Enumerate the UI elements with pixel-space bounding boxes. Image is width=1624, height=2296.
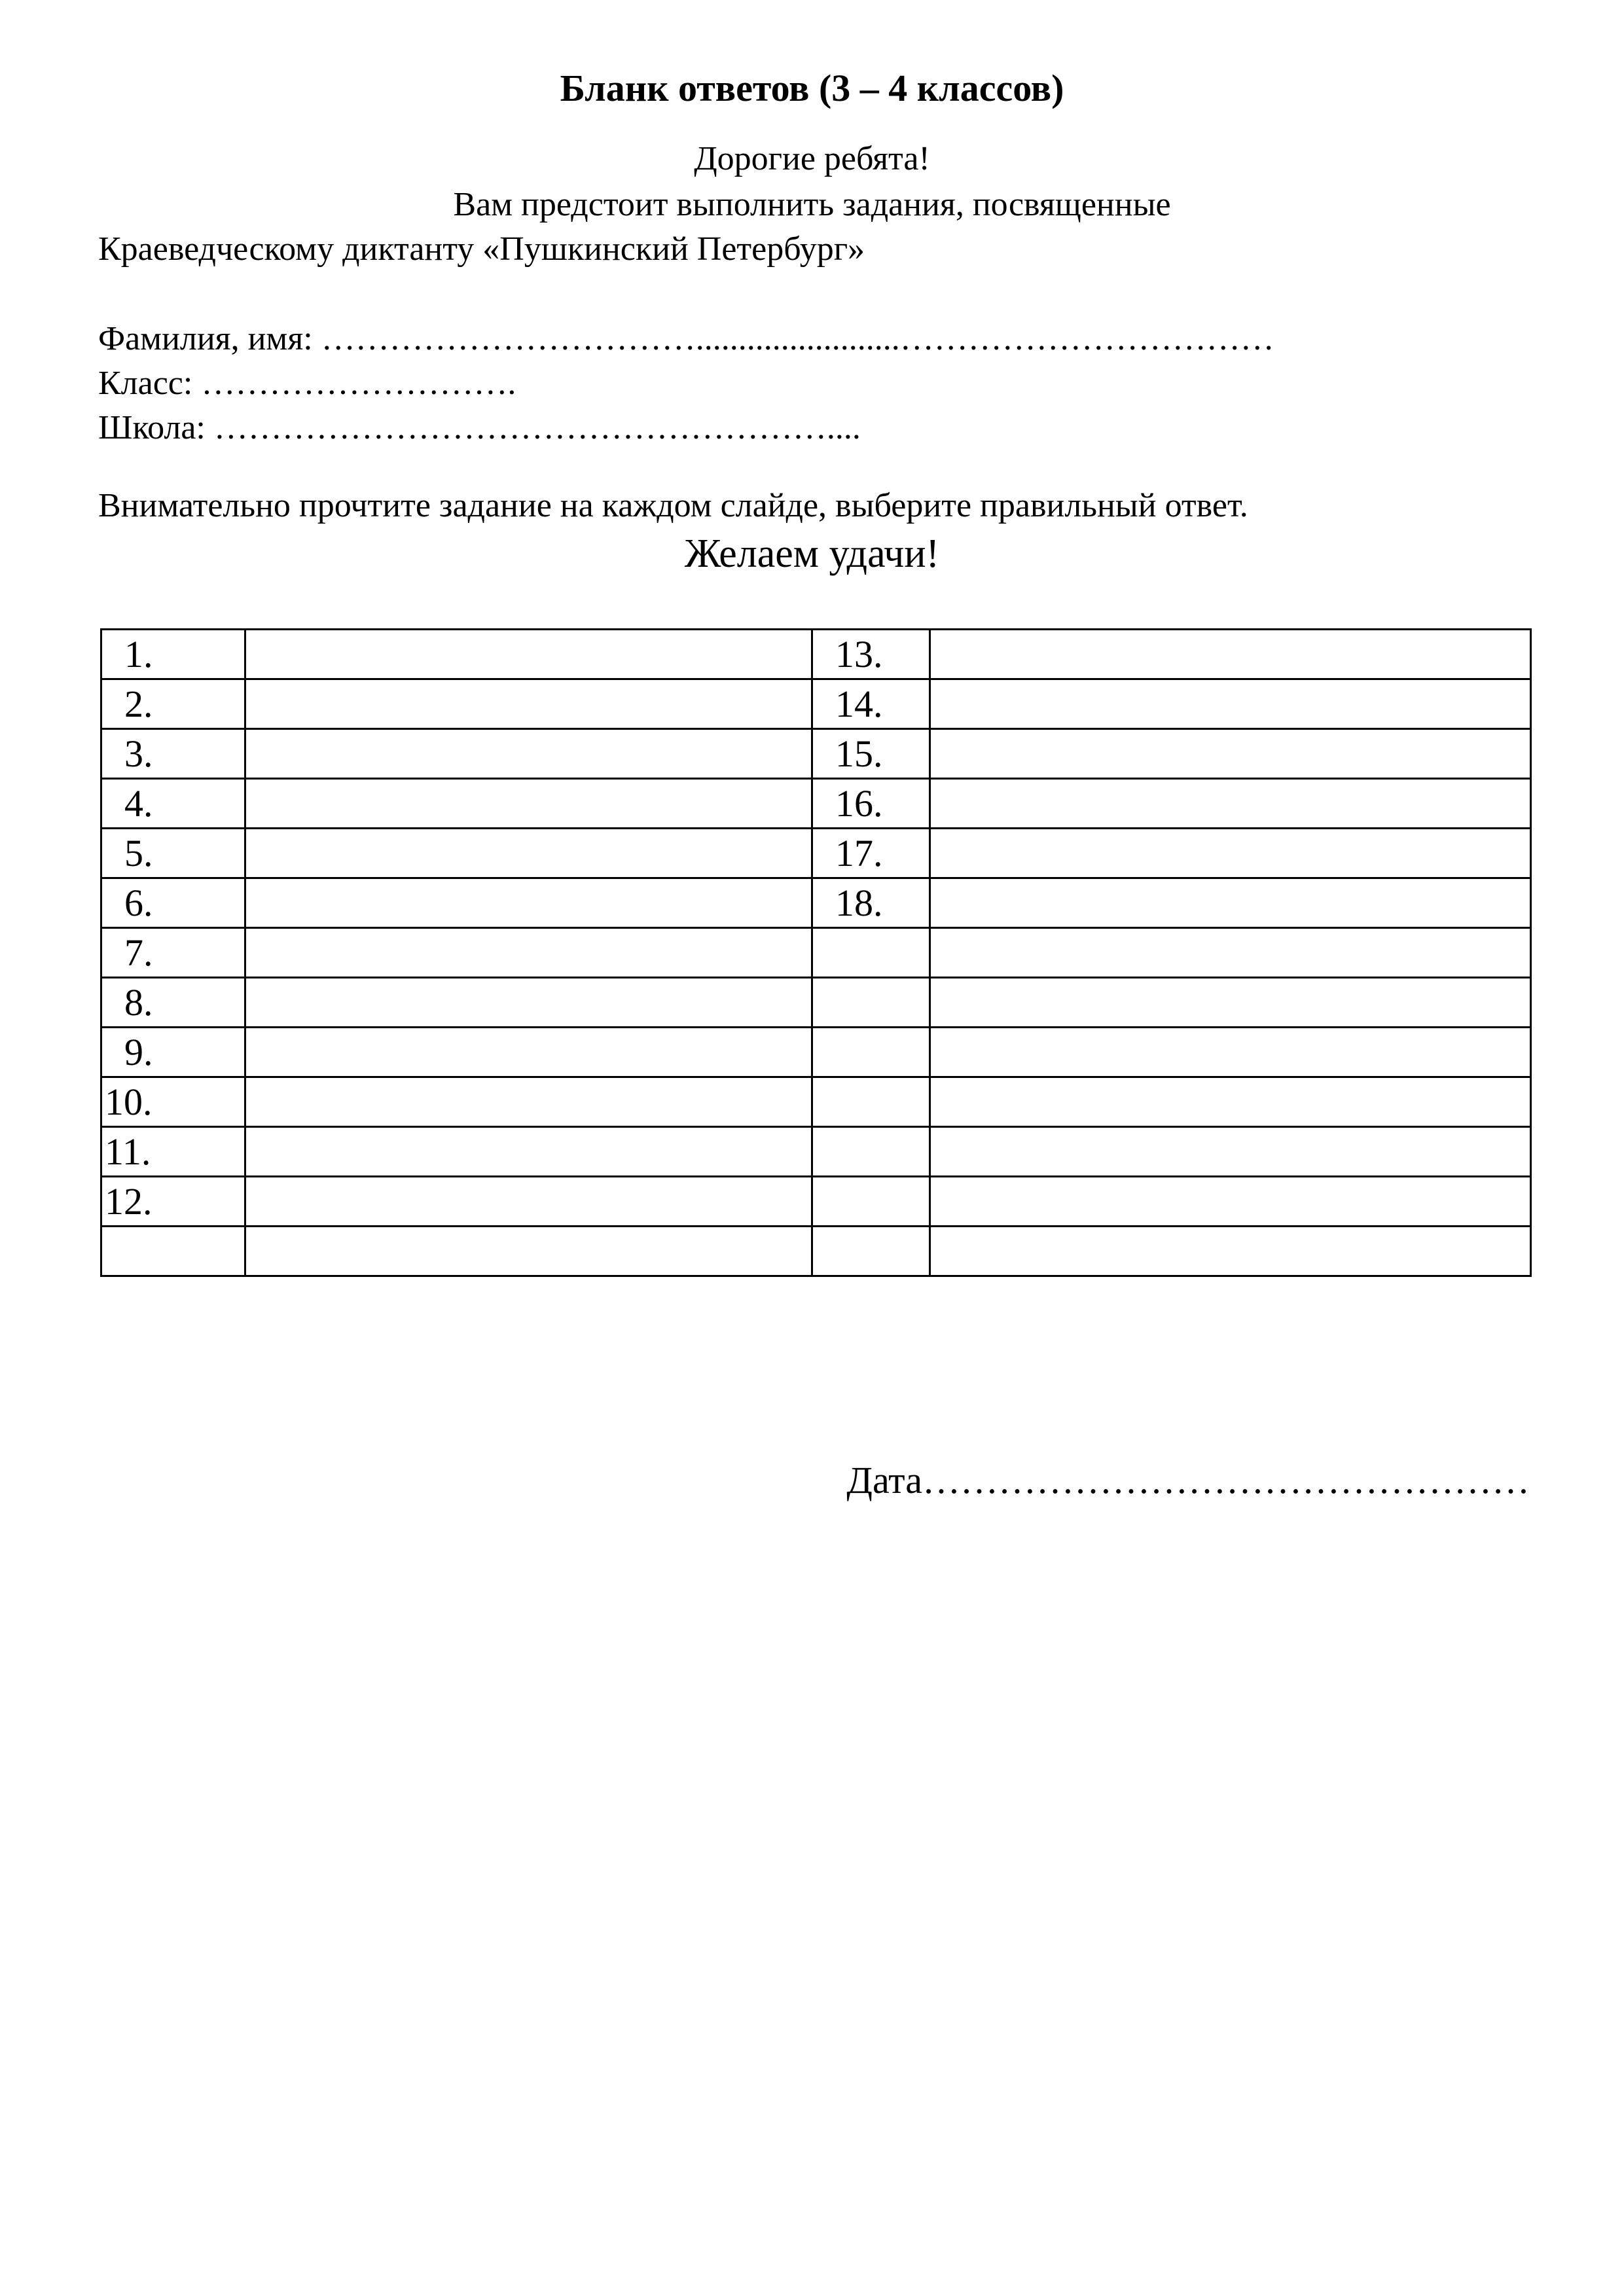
question-number-left: 12. (101, 1177, 245, 1227)
answer-cell-right[interactable] (930, 630, 1531, 679)
answer-cell-right[interactable] (930, 679, 1531, 729)
answers-table (100, 628, 1532, 1277)
question-number-left (101, 1227, 245, 1276)
question-number-right (812, 1177, 930, 1227)
question-number-left: 8. (101, 978, 245, 1028)
answer-cell-left[interactable] (245, 779, 812, 829)
name-field[interactable]: Фамилия, имя: ……………………………........................…………………………… (98, 320, 1274, 357)
answer-cell-right[interactable] (930, 829, 1531, 878)
page-title: Бланк ответов (3 – 4 классов) (560, 67, 1064, 109)
question-number-right (812, 978, 930, 1028)
table-row (101, 1177, 1531, 1227)
question-number-left: 7. (101, 928, 245, 978)
answer-cell-right[interactable] (930, 1127, 1531, 1177)
instructions-text: Внимательно прочтите задание на каждом слайде, выберите правильный ответ. (98, 487, 1248, 524)
answer-cell-right[interactable] (930, 729, 1531, 779)
answer-cell-right[interactable] (930, 1028, 1531, 1077)
question-number-right: 15. (812, 729, 930, 779)
table-row (101, 1227, 1531, 1276)
table-row (101, 679, 1531, 729)
answer-cell-right[interactable] (930, 878, 1531, 928)
question-number-right (812, 928, 930, 978)
answer-cell-left[interactable] (245, 1028, 812, 1077)
intro-line-1: Вам предстоит выполнить задания, посвященные (453, 186, 1171, 223)
question-number-left: 11. (101, 1127, 245, 1177)
greeting-text: Дорогие ребята! (694, 140, 930, 177)
question-number-right (812, 1127, 930, 1177)
answer-cell-left[interactable] (245, 1227, 812, 1276)
table-row (101, 779, 1531, 829)
answer-cell-left[interactable] (245, 978, 812, 1028)
question-number-right: 14. (812, 679, 930, 729)
table-row (101, 1028, 1531, 1077)
answer-cell-left[interactable] (245, 878, 812, 928)
answer-cell-right[interactable] (930, 1177, 1531, 1227)
table-row (101, 928, 1531, 978)
answer-cell-right[interactable] (930, 1077, 1531, 1127)
intro-line-2: Краеведческому диктанту «Пушкинский Петербург» (98, 230, 865, 268)
question-number-right: 18. (812, 878, 930, 928)
answer-cell-right[interactable] (930, 928, 1531, 978)
answer-cell-left[interactable] (245, 928, 812, 978)
answer-cell-left[interactable] (245, 630, 812, 679)
question-number-left: 10. (101, 1077, 245, 1127)
question-number-right: 16. (812, 779, 930, 829)
answer-cell-left[interactable] (245, 679, 812, 729)
table-row (101, 630, 1531, 679)
table-row (101, 978, 1531, 1028)
table-row (101, 829, 1531, 878)
table-row (101, 878, 1531, 928)
answer-cell-left[interactable] (245, 729, 812, 779)
answer-cell-left[interactable] (245, 1177, 812, 1227)
table-row (101, 1127, 1531, 1177)
question-number-right (812, 1227, 930, 1276)
date-field[interactable]: Дата………………………………………… (846, 1459, 1530, 1501)
question-number-left: 9. (101, 1028, 245, 1077)
question-number-right (812, 1028, 930, 1077)
question-number-left: 5. (101, 829, 245, 878)
question-number-right: 13. (812, 630, 930, 679)
question-number-left: 2. (101, 679, 245, 729)
answer-cell-left[interactable] (245, 1127, 812, 1177)
table-row (101, 1077, 1531, 1127)
question-number-right (812, 1077, 930, 1127)
class-field[interactable]: Класс: ………………………. (98, 365, 516, 402)
question-number-left: 6. (101, 878, 245, 928)
answer-cell-right[interactable] (930, 779, 1531, 829)
answer-cell-right[interactable] (930, 978, 1531, 1028)
good-luck-text: Желаем удачи! (684, 531, 940, 576)
school-field[interactable]: Школа: ……………………………………………….... (98, 409, 861, 446)
question-number-left: 4. (101, 779, 245, 829)
answer-cell-left[interactable] (245, 1077, 812, 1127)
answer-cell-left[interactable] (245, 829, 812, 878)
question-number-left: 3. (101, 729, 245, 779)
table-row (101, 729, 1531, 779)
answer-cell-right[interactable] (930, 1227, 1531, 1276)
question-number-left: 1. (101, 630, 245, 679)
question-number-right: 17. (812, 829, 930, 878)
